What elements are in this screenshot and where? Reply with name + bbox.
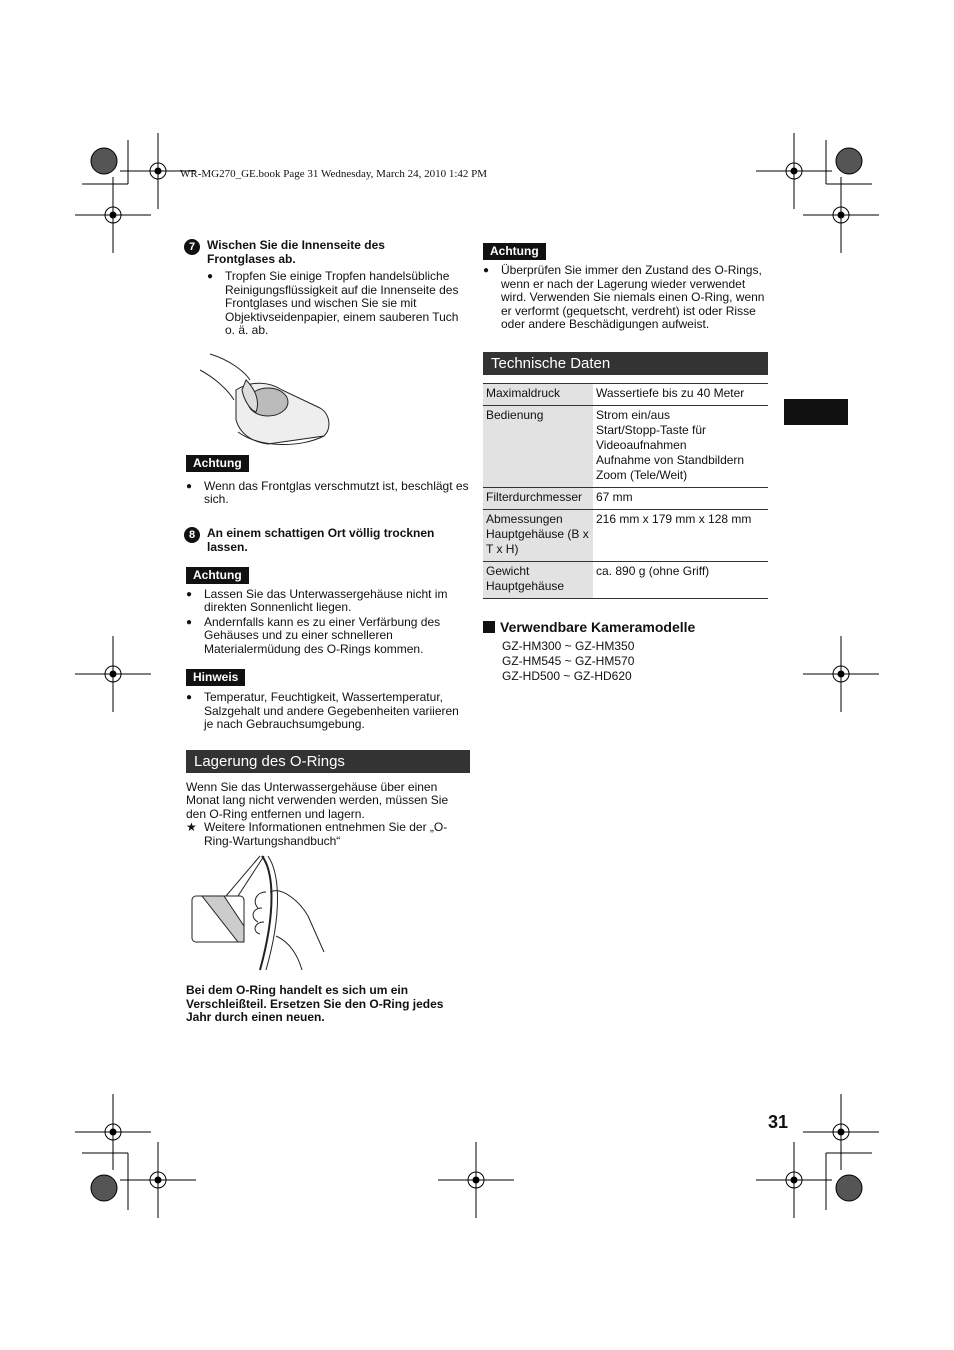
hinweis-label: Hinweis — [186, 669, 245, 686]
achtung-2-bullet-2: ● Andernfalls kann es zu einer Verfärbung des Gehäuses und zu einer schnelleren Materialermüdung des O-Rings kommen. — [186, 614, 441, 656]
step-title: Wischen Sie die Innenseite des Frontglases ab. — [207, 238, 385, 266]
bullet-dot-icon: ● — [186, 692, 193, 703]
step-number: 7 — [184, 239, 200, 255]
spec-row — [483, 561, 768, 598]
achtung-2-bullet-1: ● Lassen Sie das Unterwassergehäuse nicht im direkten Sonnenlicht liegen. — [186, 586, 448, 614]
spec-value: Wassertiefe bis zu 40 Meter — [593, 383, 768, 405]
bullet-dot-icon: ● — [186, 588, 193, 600]
o-ring-wear-part-note: Bei dem O-Ring handelt es sich um ein Verschleißteil. Ersetzen Sie den O-Ring jedes Jahr durch einen neuen. — [186, 983, 444, 1025]
spec-label: Bedienung — [483, 405, 593, 487]
spec-value: 67 mm — [593, 487, 768, 509]
left-column — [186, 238, 470, 1025]
section-title-o-ring-storage: Lagerung des O-Rings — [186, 750, 470, 773]
spec-label: Filterdurchmesser — [483, 487, 593, 509]
achtung-label: Achtung — [186, 567, 249, 584]
o-ring-hand-illustration — [190, 852, 340, 976]
chapter-tab-marker — [784, 399, 848, 425]
step-7 — [184, 238, 470, 266]
o-ring-storage-paragraph: Wenn Sie das Unterwassergehäuse über einen Monat lang nicht verwenden werden, müssen Sie den O-Ring entfernen und lagern. — [186, 779, 449, 821]
spec-label: Maximaldruck — [483, 383, 593, 405]
spec-row — [483, 487, 768, 509]
spec-label: Gewicht Hauptgehäuse — [483, 561, 593, 598]
compatible-models-heading: Verwendbare Kameramodelle — [483, 619, 768, 635]
step-number: 8 — [184, 527, 200, 543]
bullet-dot-icon: ● — [207, 271, 214, 282]
star-note: ★ Weitere Informationen entnehmen Sie der „O-Ring-Wartungshandbuch“ — [186, 820, 448, 848]
spec-row — [483, 405, 768, 487]
page-number: 31 — [768, 1112, 789, 1132]
achtung-label: Achtung — [483, 243, 546, 260]
square-bullet-icon — [483, 621, 495, 633]
spec-value: 216 mm x 179 mm x 128 mm — [593, 509, 768, 561]
spec-row — [483, 509, 768, 561]
compatible-models-list — [502, 639, 768, 684]
step-7-bullet: ● Tropfen Sie einige Tropfen handelsübliche Reinigungsflüssigkeit auf die Innenseite des Frontglases und wischen Sie sie mit Objektivseidenpapier, einem sauberen Tuch o. ä. ab. — [207, 269, 459, 337]
step-title: An einem schattigen Ort völlig trocknen lassen. — [207, 525, 435, 554]
bullet-dot-icon: ● — [186, 480, 193, 492]
spec-table — [483, 383, 768, 599]
bullet-dot-icon: ● — [483, 265, 490, 276]
model-range: GZ-HM300 ~ GZ-HM350 — [502, 638, 635, 653]
achtung-1-bullet: ● Wenn das Frontglas verschmutzt ist, beschlägt es sich. — [186, 478, 469, 506]
model-range: GZ-HM545 ~ GZ-HM570 — [502, 653, 635, 668]
step-8 — [184, 526, 470, 554]
spec-label: Abmessungen Hauptgehäuse (B x T x H) — [483, 509, 593, 561]
achtung-right-bullet: ● Überprüfen Sie immer den Zustand des O-Rings, wenn er nach der Lagerung wieder verwendet wird. Verwenden Sie niemals einen O-Ring, wenn er verformt (gequetscht, verdreht) ist oder Risse oder andere Beschädigungen aufweist. — [483, 263, 765, 331]
spec-row — [483, 383, 768, 405]
model-range: GZ-HD500 ~ GZ-HD620 — [502, 668, 632, 683]
bullet-dot-icon: ● — [186, 616, 193, 628]
section-title-technical-data: Technische Daten — [483, 352, 768, 375]
hinweis-bullet: ● Temperatur, Feuchtigkeit, Wassertemperatur, Salzgehalt und andere Gegebenheiten variieren je nach Gebrauchsumgebung. — [186, 690, 459, 731]
achtung-label: Achtung — [186, 455, 249, 472]
spec-value: Strom ein/aus Start/Stopp-Taste für Videoaufnahmen Aufnahme von Standbildern Zoom (Tele/Weit) — [593, 405, 768, 487]
wiping-glass-illustration — [190, 350, 340, 450]
star-icon: ★ — [186, 820, 197, 835]
spec-value: ca. 890 g (ohne Griff) — [593, 561, 768, 598]
right-column — [483, 242, 768, 684]
print-header: WR-MG270_GE.book Page 31 Wednesday, March 24, 2010 1:42 PM — [180, 168, 488, 180]
